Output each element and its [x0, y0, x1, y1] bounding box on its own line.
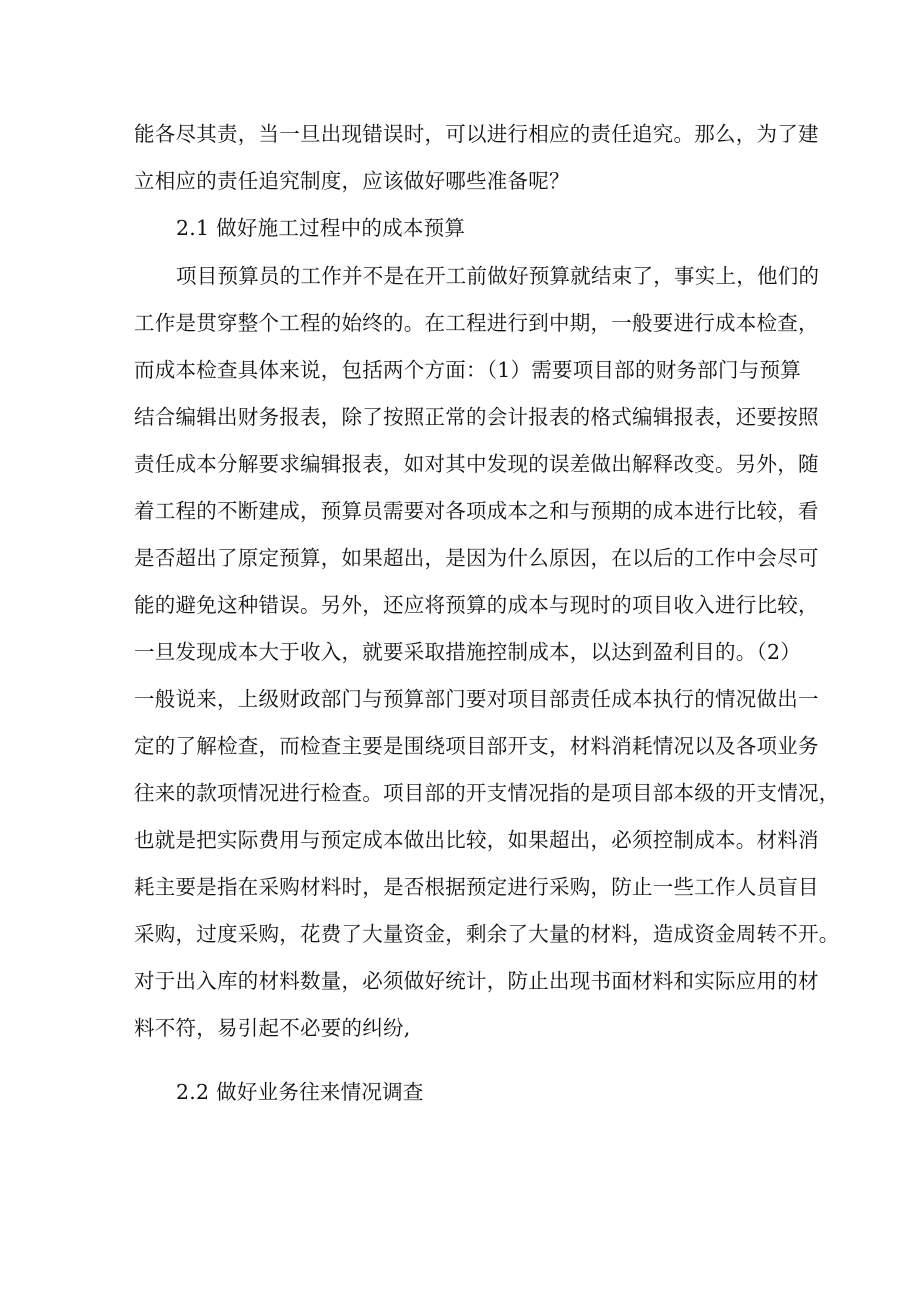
section-heading-2-2: 2.2 做好业务往来情况调查 — [176, 1080, 424, 1104]
paragraph-line: 是否超出了原定预算，如果超出，是因为什么原因，在以后的工作中会尽可 — [134, 546, 819, 570]
section-heading-2-1: 2.1 做好施工过程中的成本预算 — [176, 216, 466, 240]
paragraph-line: 料不符，易引起不必要的纠纷, — [134, 1016, 411, 1040]
paragraph-line: 对于出入库的材料数量，必须做好统计，防止出现书面材料和实际应用的材 — [134, 969, 819, 993]
paragraph-line: 一旦发现成本大于收入，就要采取措施控制成本，以达到盈利目的。（2） — [134, 640, 802, 664]
paragraph-line: 往来的款项情况进行检查。项目部的开支情况指的是项目部本级的开支情况， — [134, 781, 840, 805]
paragraph-line: 项目预算员的工作并不是在开工前做好预算就结束了，事实上，他们的 — [176, 264, 820, 288]
paragraph-line: 能各尽其责，当一旦出现错误时，可以进行相应的责任追究。那么，为了建 — [134, 122, 819, 146]
paragraph-line: 也就是把实际费用与预定成本做出比较，如果超出，必须控制成本。材料消 — [134, 828, 819, 852]
paragraph-line: 着工程的不断建成，预算员需要对各项成本之和与预期的成本进行比较，看 — [134, 499, 819, 523]
paragraph-line: 能的避免这种错误。另外，还应将预算的成本与现时的项目收入进行比较， — [134, 593, 819, 617]
paragraph-line: 工作是贯穿整个工程的始终的。在工程进行到中期，一般要进行成本检查， — [134, 311, 819, 335]
paragraph-line: 立相应的责任追究制度，应该做好哪些准备呢？ — [134, 169, 570, 193]
paragraph-line: 耗主要是指在采购材料时，是否根据预定进行采购，防止一些工作人员盲目 — [134, 875, 819, 899]
paragraph-line: 定的了解检查，而检查主要是围绕项目部开支，材料消耗情况以及各项业务 — [134, 734, 819, 758]
paragraph-line: 责任成本分解要求编辑报表，如对其中发现的误差做出解释改变。另外，随 — [134, 452, 819, 476]
paragraph-line: 采购，过度采购，花费了大量资金，剩余了大量的材料，造成资金周转不开。 — [134, 922, 840, 946]
paragraph-line: 一般说来，上级财政部门与预算部门要对项目部责任成本执行的情况做出一 — [134, 687, 819, 711]
paragraph-line: 而成本检查具体来说，包括两个方面：（1）需要项目部的财务部门与预算 — [134, 358, 802, 382]
paragraph-line: 结合编辑出财务报表，除了按照正常的会计报表的格式编辑报表，还要按照 — [134, 405, 819, 429]
